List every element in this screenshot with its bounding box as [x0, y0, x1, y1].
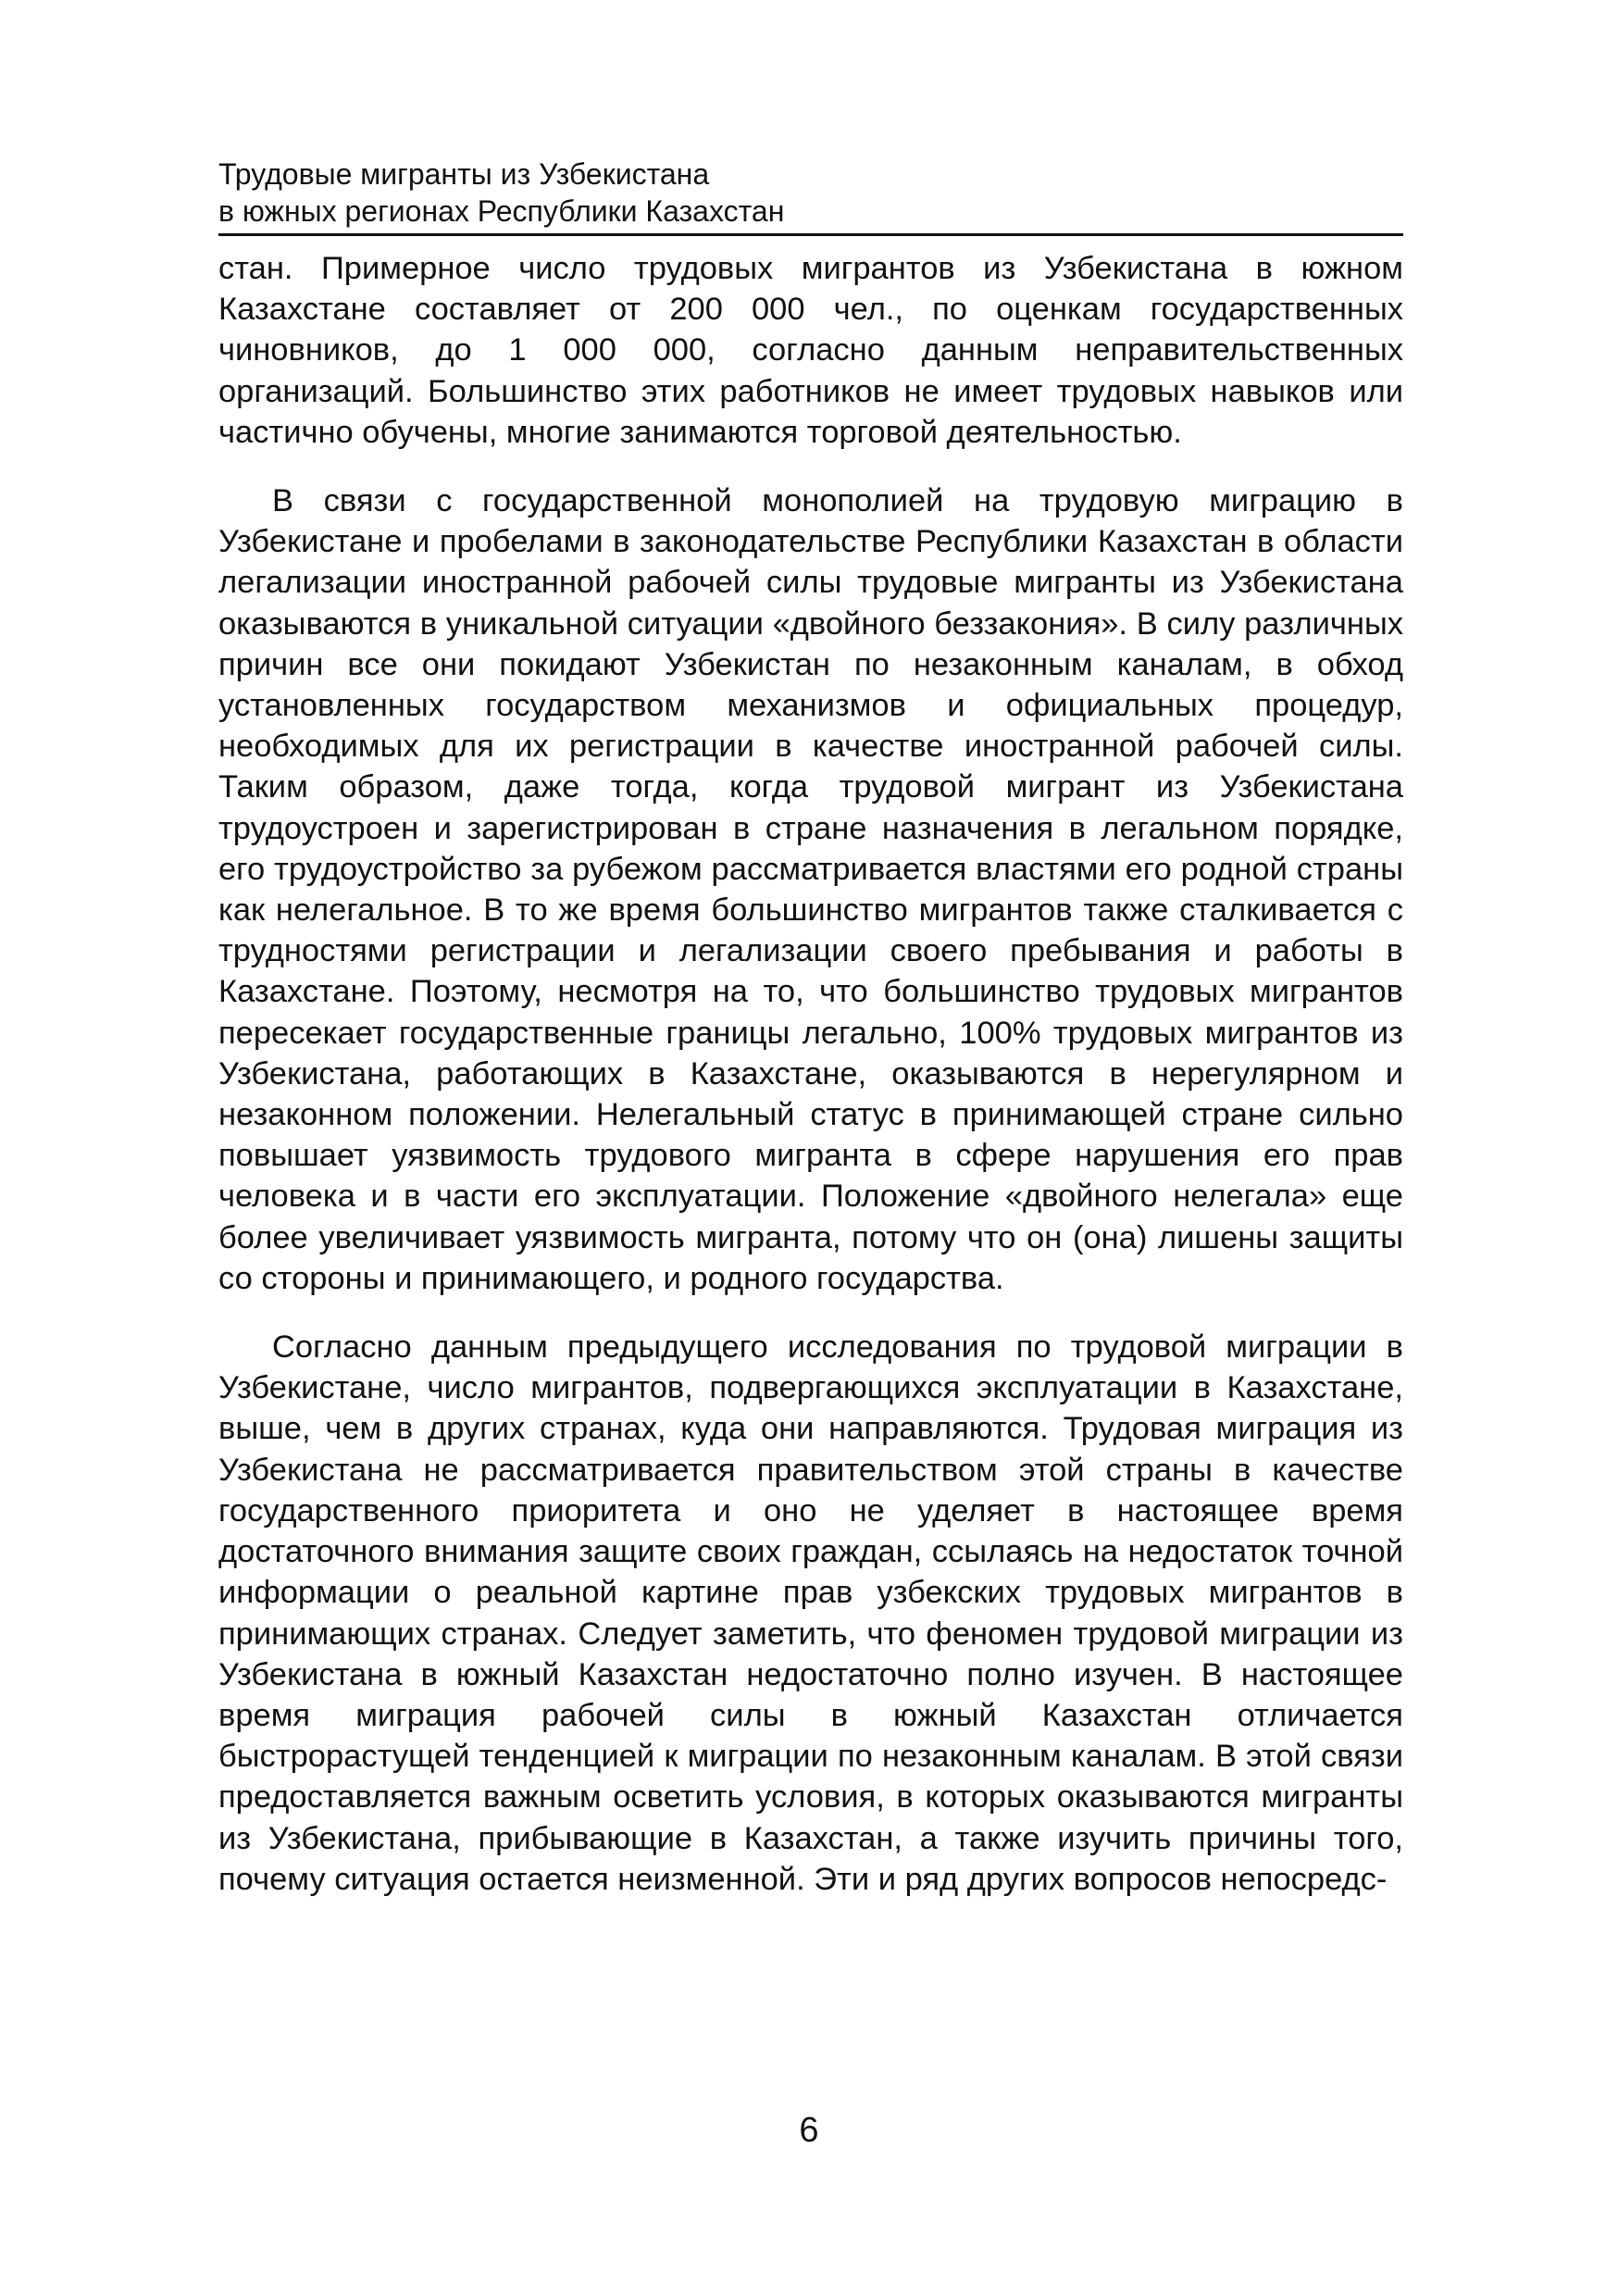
header-divider [218, 233, 1403, 236]
running-header-line-2: в южных регионах Республики Казахстан [218, 194, 785, 228]
paragraph-previous-research: Согласно данным предыдущего исследования по трудовой миграции в Узбекистане, число мигрантов, подвергающихся эксплуатации в Казахстане, выше, чем в других странах, куда они направляются. Трудовая миграция из Узбекистана не рассматривается правительством этой страны в качестве государственного приоритета и оно не уделяет в настоящее время достаточного внимания защите своих граждан, ссылаясь на недостаток точной информации о реальной картине прав узбекских трудовых мигрантов в принимающих странах. Следует заметить, что феномен трудовой миграции из Узбекистана в южный Казахстан недостаточно полно изучен. В настоящее время миграция рабочей силы в южный Казахстан отличается быстрорастущей тенденцией к миграции по незаконным каналам. В этой связи предоставляется важным осветить условия, в которых оказываются мигранты из Узбекистана, прибывающие в Казахстан, а также изучить причины того, почему ситуация остается неизменной. Эти и ряд других вопросов непосредс- [218, 1329, 1403, 1897]
body-text [218, 248, 1403, 1900]
running-header [218, 156, 1403, 230]
paragraph-continuation: стан. Примерное число трудовых мигрантов из Узбекистана в южном Казахстане составляет от 200 000 чел., по оценкам государственных чиновников, до 1 000 000, согласно данным неправительственных организаций. Большинство этих работников не имеет трудовых навыков или частично обучены, многие занимаются торговой деятельностью. [218, 251, 1403, 450]
running-header-line-1: Трудовые мигранты из Узбекистана [218, 157, 710, 191]
page-number: 6 [799, 2111, 819, 2150]
paragraph-double-lawlessness: В связи с государственной монополией на трудовую миграцию в Узбекистане и пробелами в законодательстве Республики Казахстан в области легализации иностранной рабочей силы трудовые мигранты из Узбекистана оказываются в уникальной ситуации «двойного беззакония». В силу различных причин все они покидают Узбекистан по незаконным каналам, в обход установленных государством механизмов и официальных процедур, необходимых для их регистрации в качестве иностранной рабочей силы. Таким образом, даже тогда, когда трудовой мигрант из Узбекистана трудоустроен и зарегистрирован в стране назначения в легальном порядке, его трудоустройство за рубежом рассматривается властями его родной страны как нелегальное. В то же время большинство мигрантов также сталкивается с трудностями регистрации и легализации своего пребывания и работы в Казахстане. Поэтому, несмотря на то, что большинство трудовых мигрантов пересекает государственные границы легально, 100% трудовых мигрантов из Узбекистана, работающих в Казахстане, оказываются в нерегулярном и незаконном положении. Нелегальный статус в принимающей стране сильно повышает уязвимость трудового мигранта в сфере нарушения его прав человека и в части его эксплуатации. Положение «двойного нелегала» еще более увеличивает уязвимость мигранта, потому что он (она) лишены защиты со стороны и принимающего, и родного государства. [218, 483, 1403, 1296]
